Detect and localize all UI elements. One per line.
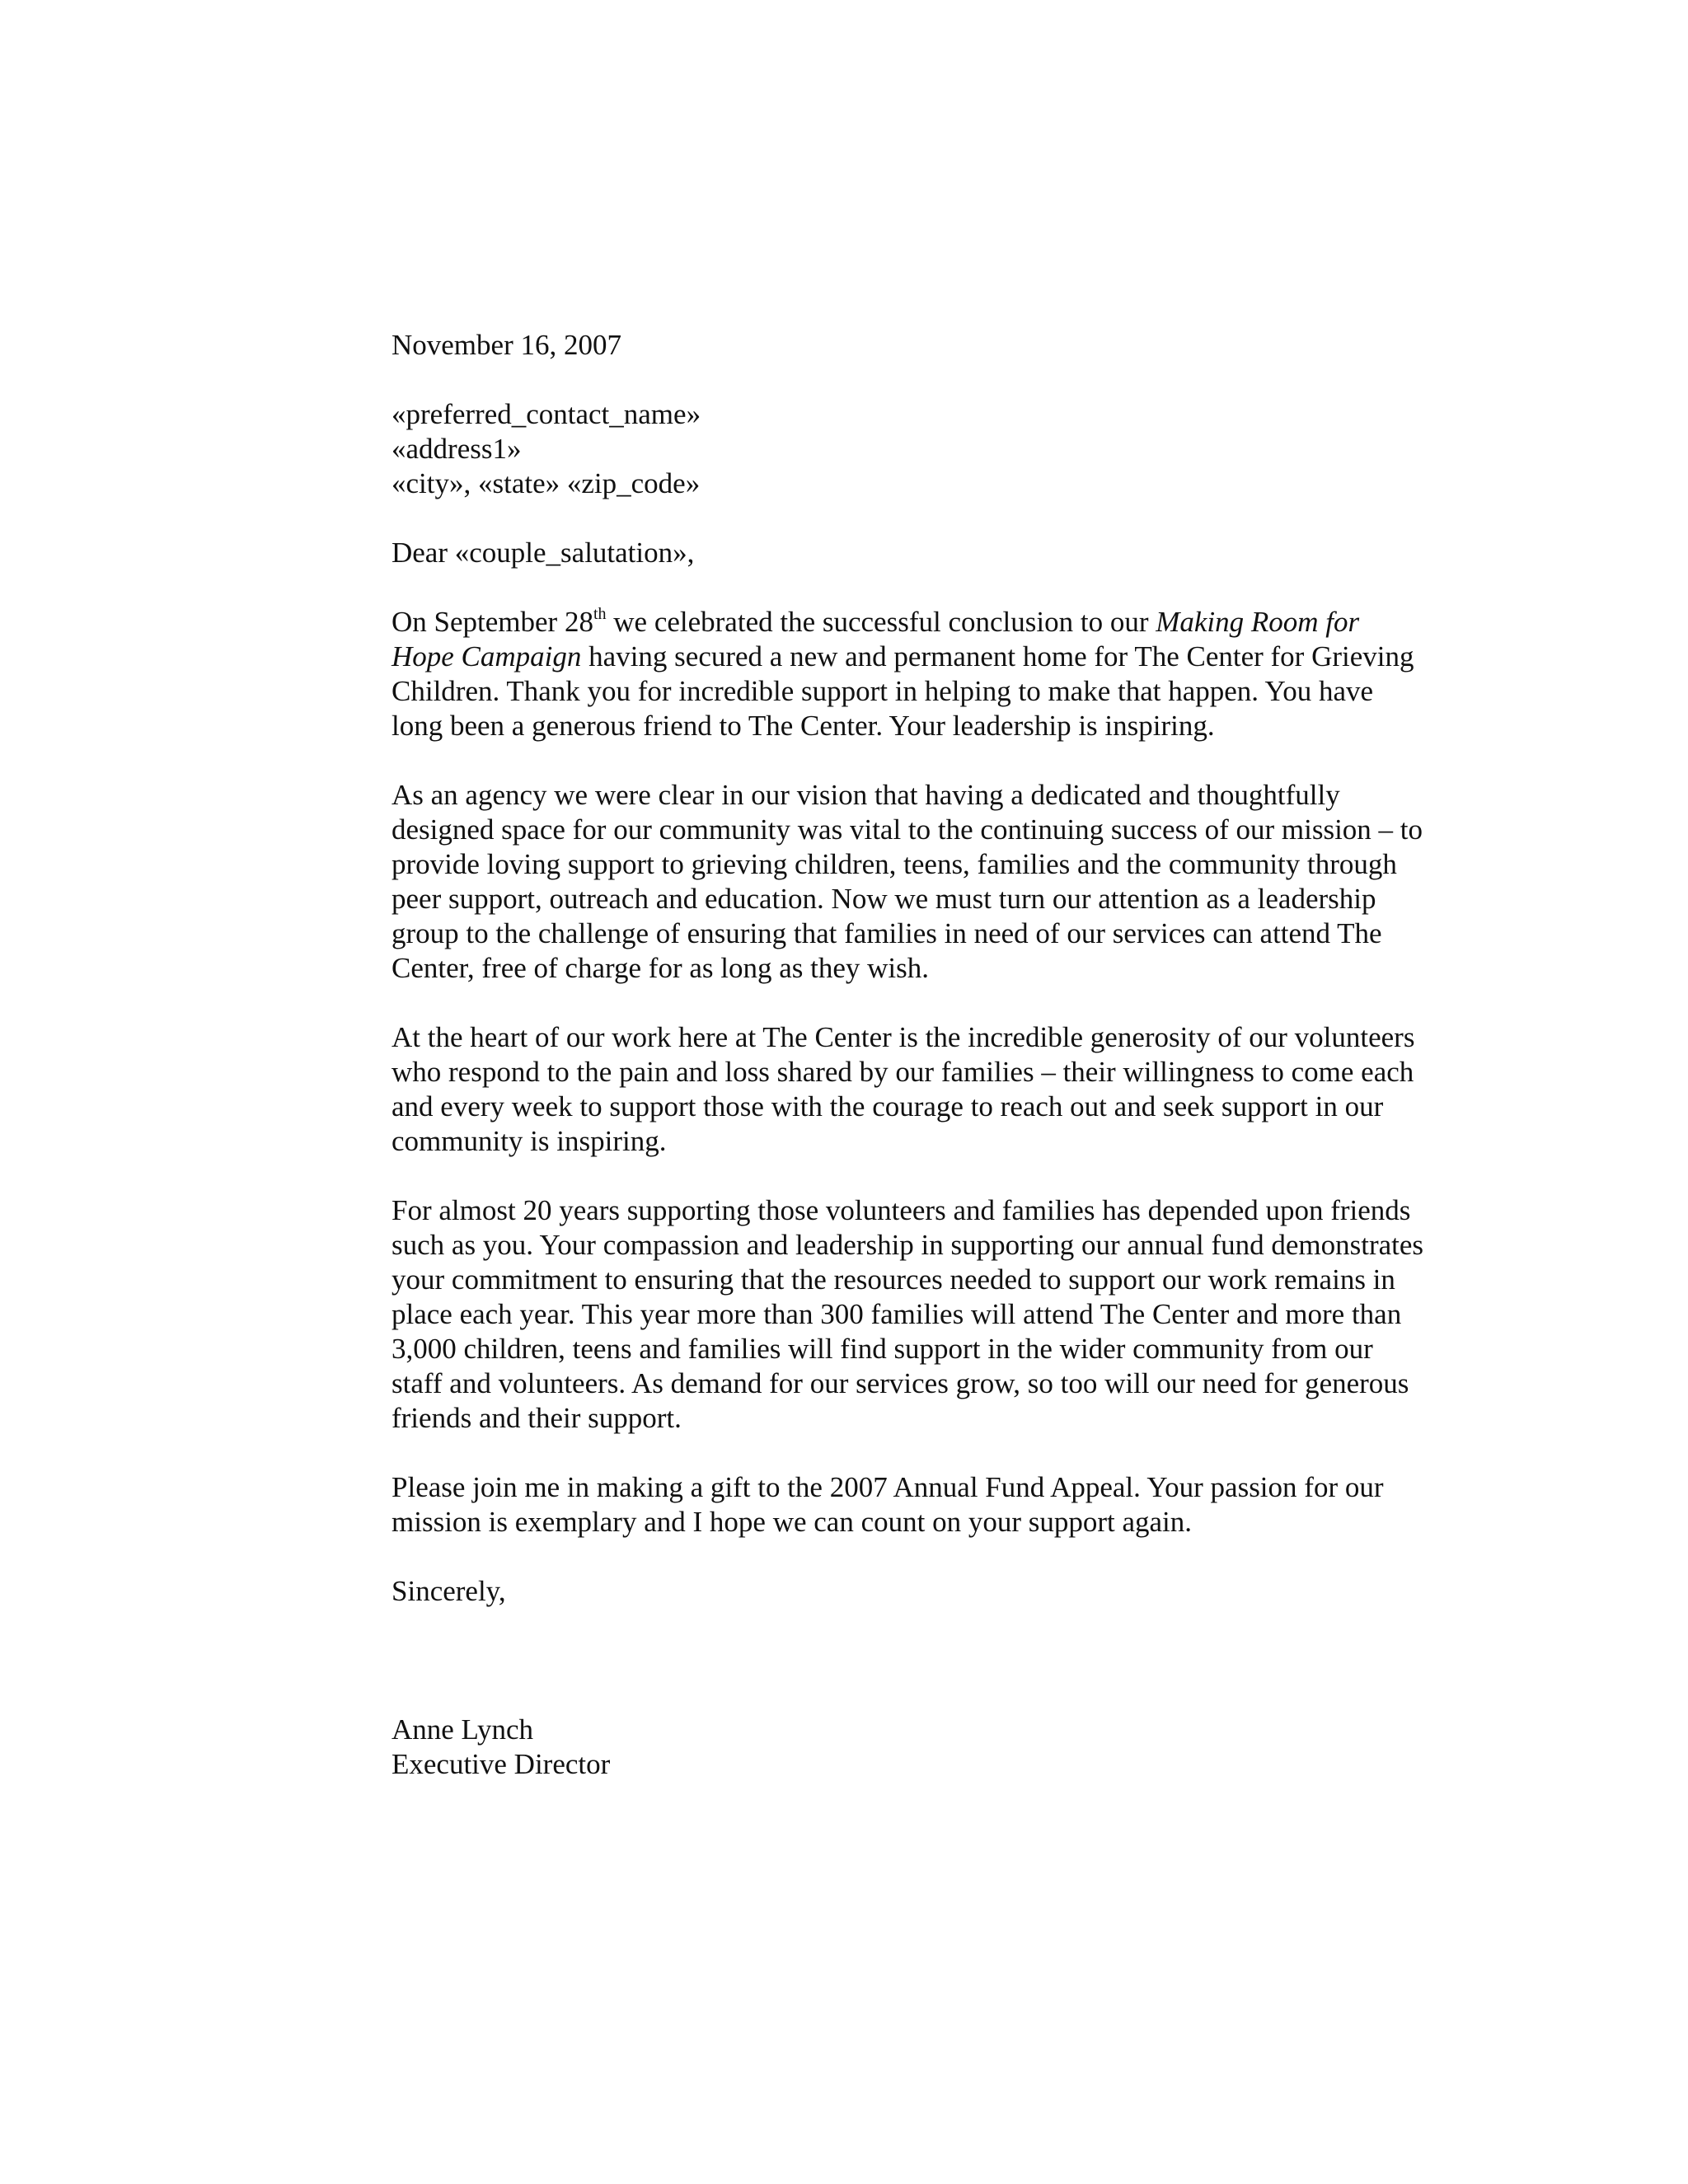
- paragraph-1: [392, 605, 1479, 743]
- paragraph-3-line: and every week to support those with the courage to reach out and seek support in our: [392, 1090, 1384, 1122]
- date-text: November 16, 2007: [392, 329, 621, 361]
- paragraph-2-line: group to the challenge of ensuring that families in need of our services can attend The: [392, 917, 1382, 949]
- paragraph-4-line: such as you. Your compassion and leadership in supporting our annual fund demonstrates: [392, 1229, 1424, 1261]
- paragraph-3: [392, 1020, 1479, 1159]
- salutation-text: Dear «couple_salutation»,: [392, 537, 695, 569]
- paragraph-4-line: For almost 20 years supporting those volunteers and families has depended upon friends: [392, 1194, 1411, 1226]
- paragraph-2-line: As an agency we were clear in our vision that having a dedicated and thoughtfully: [392, 779, 1340, 811]
- salutation: [392, 536, 1479, 570]
- paragraph-5: [392, 1470, 1479, 1540]
- closing-text: Sincerely,: [392, 1575, 506, 1607]
- paragraph-5-line: Please join me in making a gift to the 2007 Annual Fund Appeal. Your passion for our: [392, 1471, 1384, 1503]
- paragraph-2: [392, 778, 1479, 986]
- paragraph-3-line: community is inspiring.: [392, 1125, 667, 1157]
- letter-date: [392, 328, 1479, 363]
- signer-name: Anne Lynch: [392, 1713, 534, 1746]
- paragraph-4-line: friends and their support.: [392, 1402, 682, 1434]
- paragraph-4-line: 3,000 children, teens and families will find support in the wider community from our: [392, 1333, 1373, 1365]
- paragraph-4-line: staff and volunteers. As demand for our services grow, so too will our need for generous: [392, 1367, 1409, 1399]
- paragraph-4-line: place each year. This year more than 300 families will attend The Center and more than: [392, 1298, 1402, 1330]
- recipient-name: «preferred_contact_name»: [392, 398, 701, 430]
- recipient-street: «address1»: [392, 433, 522, 465]
- paragraph-2-line: provide loving support to grieving children, teens, families and the community through: [392, 848, 1397, 880]
- paragraph-1-line-3: Children. Thank you for incredible support in helping to make that happen. You have: [392, 675, 1374, 707]
- recipient-city-line: «city», «state» «zip_code»: [392, 467, 701, 499]
- paragraph-1-line-2: Hope Campaign having secured a new and permanent home for The Center for Grieving: [392, 640, 1414, 673]
- signature-space: [392, 1609, 1479, 1713]
- paragraph-1-line-1: On September 28th we celebrated the successful conclusion to our Making Room for: [392, 605, 1360, 638]
- paragraph-4: [392, 1193, 1479, 1436]
- signer-block: [392, 1713, 1479, 1782]
- paragraph-2-line: designed space for our community was vital to the continuing success of our mission – to: [392, 813, 1423, 846]
- paragraph-5-line: mission is exemplary and I hope we can count on your support again.: [392, 1506, 1193, 1538]
- paragraph-2-line: Center, free of charge for as long as they wish.: [392, 952, 930, 984]
- paragraph-4-line: your commitment to ensuring that the resources needed to support our work remains in: [392, 1263, 1395, 1296]
- closing: [392, 1574, 1479, 1609]
- letter-page: [392, 328, 1479, 1782]
- signer-title: Executive Director: [392, 1748, 611, 1780]
- recipient-address: [392, 397, 1479, 501]
- paragraph-3-line: At the heart of our work here at The Center is the incredible generosity of our volunteers: [392, 1021, 1415, 1053]
- paragraph-1-line-4: long been a generous friend to The Center. Your leadership is inspiring.: [392, 710, 1215, 742]
- paragraph-2-line: peer support, outreach and education. Now we must turn our attention as a leadership: [392, 883, 1376, 915]
- paragraph-3-line: who respond to the pain and loss shared by our families – their willingness to come each: [392, 1056, 1414, 1088]
